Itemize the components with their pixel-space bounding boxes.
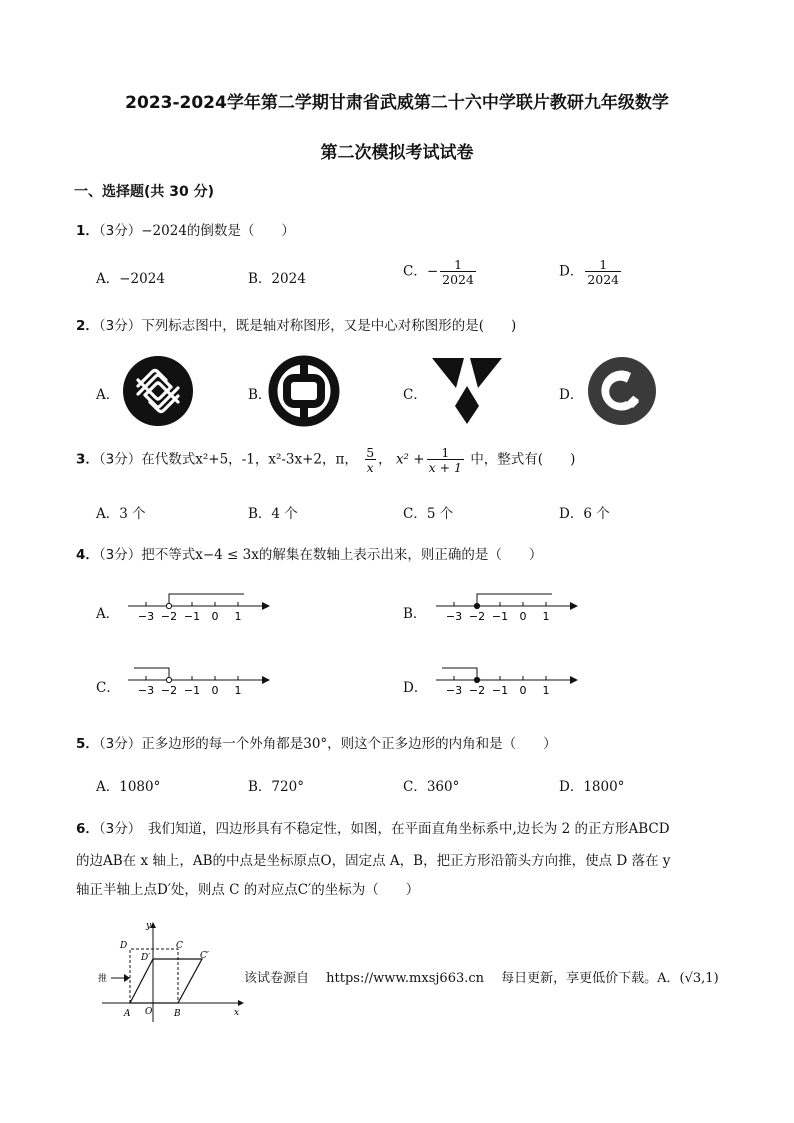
tick-label: −3 xyxy=(445,684,463,697)
q1-option-a[interactable] xyxy=(96,267,165,287)
question-text: 把不等式x−4 ≤ 3x的解集在数轴上表示出来，则正确的是（ ） xyxy=(141,547,543,563)
solution-ray xyxy=(442,668,477,680)
option-label: C． xyxy=(403,263,427,280)
question-points: （3分） xyxy=(98,451,142,468)
q5-option-a[interactable]: A．1080° xyxy=(96,779,161,795)
option-label: D． xyxy=(559,263,584,280)
source-note xyxy=(244,967,719,986)
q5-option-b[interactable]: B．720° xyxy=(248,779,304,795)
tick-label: −2 xyxy=(468,684,486,697)
number-line-c xyxy=(124,666,284,706)
q5-option-c[interactable]: C．360° xyxy=(403,779,460,795)
tick-label: 0 xyxy=(519,684,527,697)
number-line-b xyxy=(432,592,592,632)
figure-label-o: O xyxy=(145,1007,153,1017)
fraction xyxy=(440,258,476,286)
question-3 xyxy=(76,446,575,474)
figure-label-b: B xyxy=(174,1009,181,1019)
q5-option-d[interactable]: D．1800° xyxy=(559,779,625,795)
question-number: 4． xyxy=(76,547,99,563)
fraction xyxy=(364,446,376,474)
fraction-denominator: 2024 xyxy=(587,272,620,288)
tick-label: −3 xyxy=(445,610,463,623)
tick-label: −2 xyxy=(468,610,486,623)
q4-option-a[interactable]: A． xyxy=(96,606,120,622)
question-text: 我们知道，四边形具有不稳定性，如图，在平面直角坐标系中,边长为 2 的正方形ABCD xyxy=(134,821,670,837)
tick-label: −3 xyxy=(137,684,155,697)
axis-arrow xyxy=(570,676,578,684)
question-text: 正多边形的每一个外角都是30°，则这个正多边形的内角和是（ ） xyxy=(141,736,557,752)
tick-label: −1 xyxy=(183,684,201,697)
separator: ， xyxy=(378,451,392,468)
tick-label: −2 xyxy=(160,684,178,697)
question-points: （3分） xyxy=(98,223,142,239)
question-number: 1． xyxy=(76,223,99,239)
tick-label: 1 xyxy=(234,610,242,623)
figure-label-push: 推 xyxy=(98,974,108,984)
option-label: B． xyxy=(248,271,272,287)
question-text: 下列标志图中，既是轴对称图形，又是中心对称图形的是( ) xyxy=(141,318,517,334)
q3-option-c[interactable]: C．5 个 xyxy=(403,506,454,522)
question-6-line-3: 轴正半轴上点D′处，则点 C 的对应点C′的坐标为（ ） xyxy=(76,882,420,898)
axis-arrow xyxy=(262,602,270,610)
figure-label-c-prime: C′ xyxy=(200,951,209,961)
q1-option-d[interactable] xyxy=(559,258,623,286)
fraction-numerator: 1 xyxy=(599,257,608,272)
page-title: 2023-2024学年第二学期甘肃省武威第二十六中学联片教研九年级数学 xyxy=(125,93,669,113)
tick-label: −1 xyxy=(183,610,201,623)
fraction-numerator: 1 xyxy=(454,257,463,272)
question-1 xyxy=(76,219,295,239)
q2-option-c[interactable]: C． xyxy=(403,387,427,403)
option-text: −2024 xyxy=(119,271,165,287)
page-subtitle: 第二次模拟考试试卷 xyxy=(320,143,474,163)
number-line-a xyxy=(124,592,284,632)
number-line-d xyxy=(432,666,592,706)
question-number: 6． xyxy=(76,821,99,837)
figure-label-d: D xyxy=(120,941,128,951)
fraction-denominator: x xyxy=(366,460,374,476)
solution-ray xyxy=(134,668,169,680)
q3-option-b[interactable]: B．4 个 xyxy=(248,506,298,522)
q1-option-c[interactable] xyxy=(403,258,478,286)
option-label: A． xyxy=(96,271,120,287)
tick-label: −1 xyxy=(491,610,509,623)
question-4 xyxy=(76,543,542,563)
fraction-numerator: 1 xyxy=(441,445,450,460)
tick-label: 1 xyxy=(542,684,550,697)
q4-option-b[interactable]: B． xyxy=(403,606,427,622)
question-5 xyxy=(76,732,557,752)
question-6 xyxy=(76,817,670,837)
solution-ray xyxy=(169,594,244,606)
square-push-figure xyxy=(96,918,246,1028)
tick-label: 0 xyxy=(519,610,527,623)
option-text: 2024 xyxy=(271,271,306,287)
q1-option-b[interactable] xyxy=(248,267,306,287)
question-number: 2． xyxy=(76,318,99,334)
question-points: （3分） xyxy=(98,547,142,563)
china-mobile-logo-icon[interactable] xyxy=(122,355,194,427)
q6-option-a-label[interactable]: A． xyxy=(657,971,680,986)
fraction xyxy=(585,258,621,286)
figure-label-d-prime: D′ xyxy=(141,953,151,963)
question-points: （3分） xyxy=(98,736,142,752)
minus-sign: − xyxy=(426,263,439,280)
fraction-denominator: 2024 xyxy=(442,272,474,288)
solid-point xyxy=(474,677,479,682)
q6-option-a-value[interactable]: (√3,1) xyxy=(679,971,719,986)
figure-label-y: y xyxy=(146,921,152,931)
figure-label-x: x xyxy=(234,1008,240,1018)
hollow-point xyxy=(166,677,171,682)
tick-label: −1 xyxy=(491,684,509,697)
bank-of-china-logo-icon[interactable] xyxy=(267,354,341,428)
fraction xyxy=(427,446,464,474)
axis-arrow xyxy=(262,676,270,684)
question-text: −2024的倒数是（ ） xyxy=(141,223,295,239)
ccb-logo-icon[interactable] xyxy=(587,356,657,426)
solution-ray xyxy=(477,594,552,606)
tick-label: 0 xyxy=(211,684,219,697)
question-number: 3． xyxy=(76,451,99,468)
hollow-point xyxy=(166,603,171,608)
question-points: （3分） xyxy=(98,318,142,334)
question-text: 中，整式有( ) xyxy=(470,451,576,468)
q2-option-d[interactable]: D． xyxy=(559,387,584,403)
question-text: 在代数式x²+5，-1，x²-3x+2，π， xyxy=(141,451,358,468)
fraction-numerator: 5 xyxy=(366,445,375,460)
question-points: （3分） xyxy=(98,821,135,837)
q2-option-a[interactable]: A． xyxy=(96,387,120,403)
q3-option-a[interactable]: A．3 个 xyxy=(96,506,146,522)
q4-option-c[interactable]: C． xyxy=(96,680,120,696)
solid-point xyxy=(474,603,479,608)
section-heading: 一、选择题(共 30 分) xyxy=(74,184,215,200)
q2-option-b[interactable]: B． xyxy=(248,387,272,403)
tick-label: −3 xyxy=(137,610,155,623)
figure-label-c: C xyxy=(176,941,183,951)
q3-option-d[interactable]: D．6 个 xyxy=(559,506,610,522)
tick-label: 1 xyxy=(542,610,550,623)
figure-label-a: A xyxy=(124,1009,131,1019)
question-6-line-2: 的边AB在 x 轴上，AB的中点是坐标原点O，固定点 A，B，把正方形沿箭头方向推，使点 D 落在 y xyxy=(76,853,671,869)
tick-label: −2 xyxy=(160,610,178,623)
tick-label: 1 xyxy=(234,684,242,697)
question-number: 5． xyxy=(76,736,99,752)
q4-option-d[interactable]: D． xyxy=(403,680,428,696)
triangle-v-logo-icon[interactable] xyxy=(430,356,504,426)
axis-arrow xyxy=(570,602,578,610)
question-2 xyxy=(76,314,516,334)
fraction-denominator: x + 1 xyxy=(428,460,463,476)
tick-label: 0 xyxy=(211,610,219,623)
expression: x² + xyxy=(395,451,425,468)
source-note-text: 该试卷源自 https://www.mxsj663.cn 每日更新，享更低价下载。 xyxy=(244,971,658,986)
